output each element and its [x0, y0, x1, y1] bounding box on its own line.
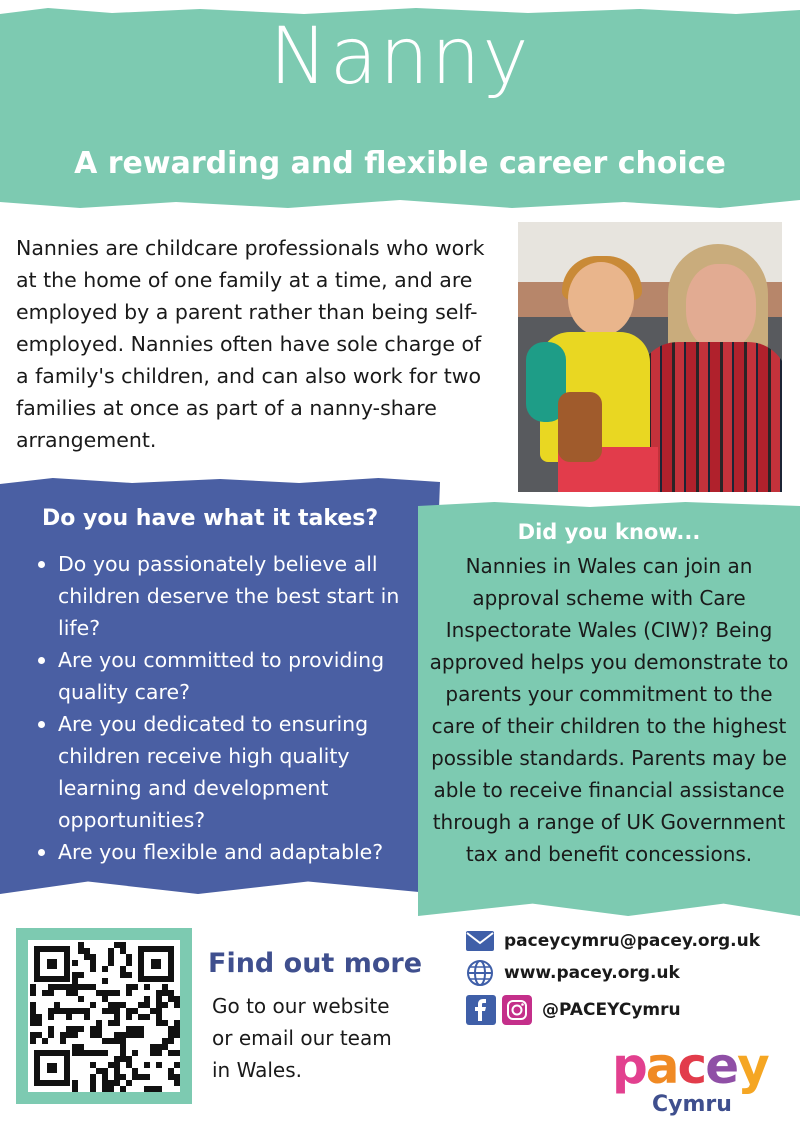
page-title: Nanny: [269, 12, 531, 102]
email-icon: [466, 931, 494, 951]
list-item: Do you passionately believe all children deserve the best start in life?: [36, 548, 406, 644]
intro-text: Nannies are childcare professionals who work at the home of one family at a time, and are employed by a parent rather than being self-employed. Nannies often have sole charge of a family's children, and can also work for two families at once as part of a nanny-share arrangement.: [16, 236, 485, 452]
logo-letter-y: y: [737, 1037, 768, 1095]
list-item: Are you flexible and adaptable?: [36, 836, 406, 868]
list-item: Are you committed to providing quality care?: [36, 644, 406, 708]
website-link[interactable]: www.pacey.org.uk: [504, 963, 680, 983]
social-row[interactable]: [466, 996, 681, 1024]
logo-cymru: Cymru: [652, 1092, 732, 1117]
logo-letter-a: a: [645, 1037, 678, 1095]
nanny-child-photo: [518, 222, 782, 492]
pacey-logo-word: [612, 1037, 772, 1095]
pacey-logo: [612, 1037, 772, 1120]
did-you-know-body: Nannies in Wales can join an approval scheme with Care Inspectorate Wales (CIW)? Being approved helps you demonstrate to parents your commitment to the care of their children to the highest possible standards. Parents may be able to receive financial assistance through a range of UK Government tax and benefit concessions.: [429, 554, 789, 866]
list-item: Are you dedicated to ensuring children receive high quality learning and development opportunities?: [36, 708, 406, 836]
logo-letter-e: e: [705, 1037, 738, 1095]
did-you-know-heading: Did you know...: [517, 520, 701, 544]
qr-code[interactable]: [28, 940, 180, 1092]
find-out-more-text: Go to our website or email our team in Wales.: [212, 994, 392, 1082]
what-it-takes-list: [36, 548, 406, 868]
facebook-icon[interactable]: [466, 995, 496, 1025]
instagram-icon[interactable]: [502, 995, 532, 1025]
email-link[interactable]: paceycymru@pacey.org.uk: [504, 931, 761, 951]
globe-icon: [466, 959, 494, 987]
logo-letter-p: p: [612, 1037, 646, 1095]
page-subtitle: A rewarding and flexible career choice: [74, 146, 726, 181]
email-row[interactable]: [466, 927, 760, 955]
social-handle[interactable]: @PACEYCymru: [542, 1000, 681, 1020]
what-it-takes-heading: Do you have what it takes?: [42, 506, 379, 531]
logo-letter-c: c: [677, 1037, 706, 1095]
website-row[interactable]: [466, 959, 680, 987]
find-out-more-heading: Find out more: [208, 948, 423, 979]
